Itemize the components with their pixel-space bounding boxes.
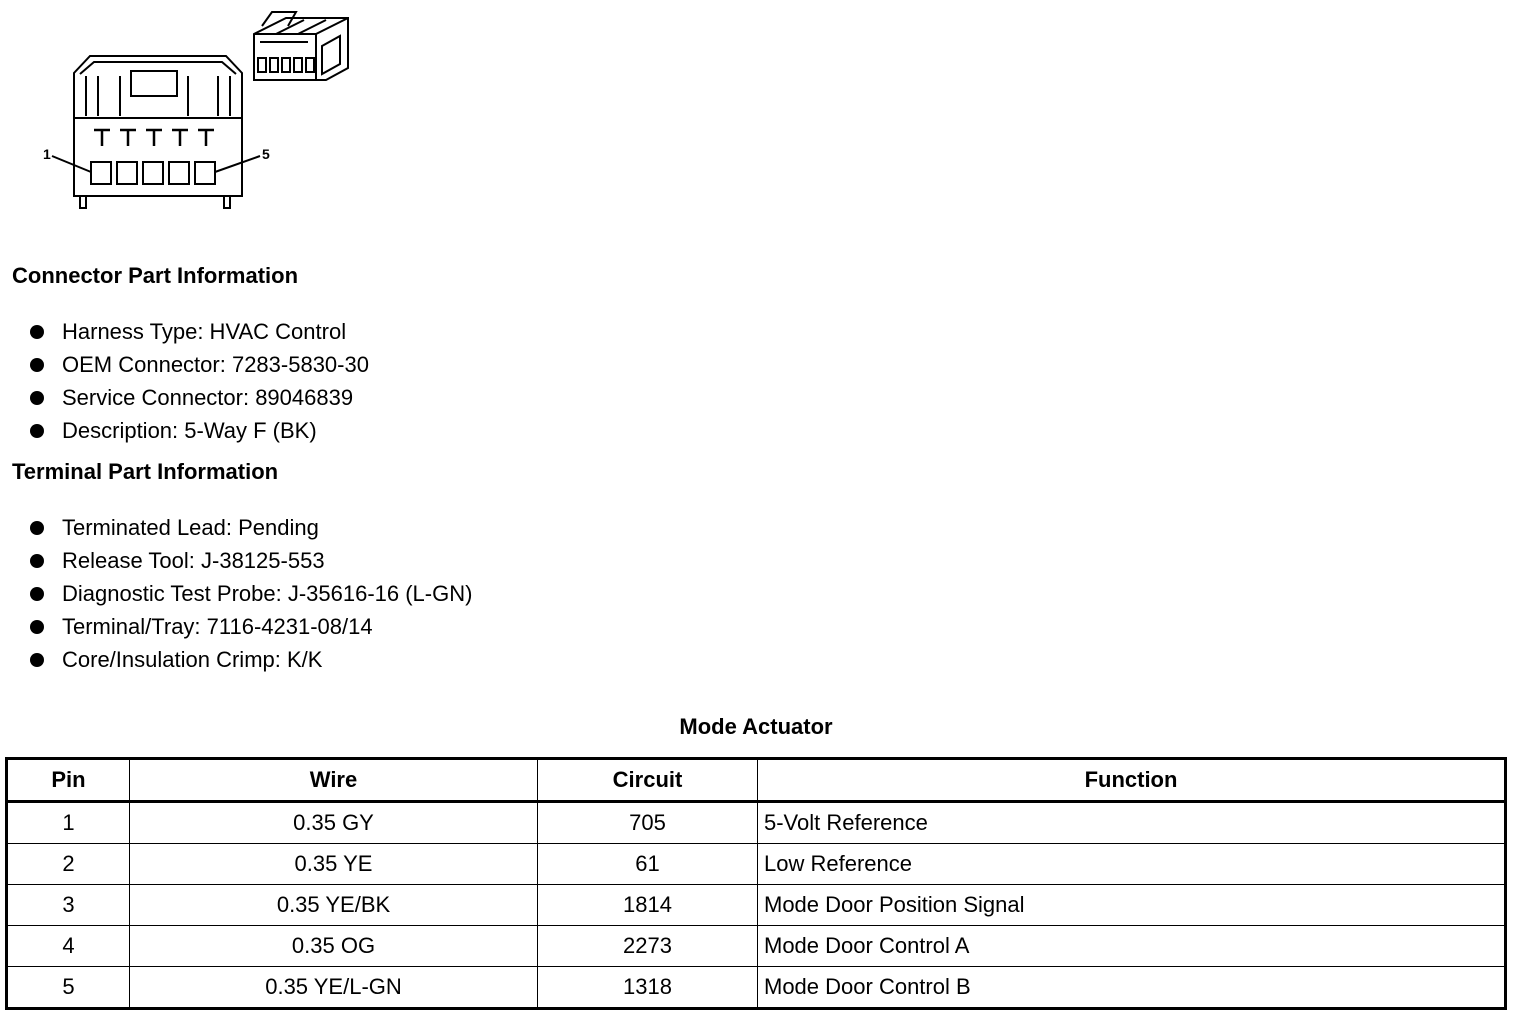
cell-function: Mode Door Position Signal bbox=[758, 885, 1506, 926]
column-header-function: Function bbox=[758, 759, 1506, 802]
bullet-icon bbox=[30, 620, 44, 634]
cell-function: Mode Door Control B bbox=[758, 967, 1506, 1009]
terminal-info-list bbox=[30, 511, 472, 676]
list-item-text: Diagnostic Test Probe: J-35616-16 (L-GN) bbox=[62, 581, 473, 606]
list-item bbox=[30, 381, 369, 414]
connector-face-view bbox=[52, 56, 260, 208]
list-item-text: Release Tool: J-38125-553 bbox=[62, 548, 325, 573]
cell-wire: 0.35 GY bbox=[130, 802, 538, 844]
pin-1-label: 1 bbox=[43, 146, 51, 162]
bullet-icon bbox=[30, 554, 44, 568]
cell-pin: 2 bbox=[7, 844, 130, 885]
cell-function: 5-Volt Reference bbox=[758, 802, 1506, 844]
bullet-icon bbox=[30, 391, 44, 405]
bullet-icon bbox=[30, 424, 44, 438]
cell-circuit: 1318 bbox=[538, 967, 758, 1009]
list-item-text: Terminal/Tray: 7116-4231-08/14 bbox=[62, 614, 373, 639]
list-item bbox=[30, 348, 369, 381]
list-item-text: OEM Connector: 7283-5830-30 bbox=[62, 352, 369, 377]
list-item bbox=[30, 315, 369, 348]
bullet-icon bbox=[30, 521, 44, 535]
cell-wire: 0.35 OG bbox=[130, 926, 538, 967]
cell-circuit: 1814 bbox=[538, 885, 758, 926]
list-item bbox=[30, 643, 472, 676]
table-row bbox=[7, 802, 1506, 844]
list-item bbox=[30, 577, 472, 610]
table-row bbox=[7, 967, 1506, 1009]
table-row bbox=[7, 926, 1506, 967]
list-item-text: Description: 5-Way F (BK) bbox=[62, 418, 317, 443]
cell-pin: 4 bbox=[7, 926, 130, 967]
pin-5-label: 5 bbox=[262, 146, 270, 162]
cell-circuit: 2273 bbox=[538, 926, 758, 967]
bullet-icon bbox=[30, 587, 44, 601]
connector-info-list bbox=[30, 315, 369, 447]
bullet-icon bbox=[30, 358, 44, 372]
cell-function: Low Reference bbox=[758, 844, 1506, 885]
cell-pin: 1 bbox=[7, 802, 130, 844]
cell-pin: 5 bbox=[7, 967, 130, 1009]
cell-wire: 0.35 YE bbox=[130, 844, 538, 885]
list-item-text: Service Connector: 89046839 bbox=[62, 385, 354, 410]
table-header-row bbox=[7, 759, 1506, 802]
column-header-pin: Pin bbox=[7, 759, 130, 802]
cell-circuit: 705 bbox=[538, 802, 758, 844]
cell-wire: 0.35 YE/L-GN bbox=[130, 967, 538, 1009]
terminal-info-heading: Terminal Part Information bbox=[12, 459, 279, 484]
list-item-text: Terminated Lead: Pending bbox=[62, 515, 319, 540]
bullet-icon bbox=[30, 653, 44, 667]
connector-iso-view bbox=[254, 12, 348, 80]
connector-diagram bbox=[36, 6, 366, 216]
connector-info-heading: Connector Part Information bbox=[12, 263, 299, 288]
column-header-circuit: Circuit bbox=[538, 759, 758, 802]
list-item-text: Harness Type: HVAC Control bbox=[62, 319, 347, 344]
list-item bbox=[30, 610, 472, 643]
table-title: Mode Actuator bbox=[679, 714, 833, 739]
list-item-text: Core/Insulation Crimp: K/K bbox=[62, 647, 323, 672]
cell-wire: 0.35 YE/BK bbox=[130, 885, 538, 926]
list-item bbox=[30, 544, 472, 577]
table-row bbox=[7, 885, 1506, 926]
column-header-wire: Wire bbox=[130, 759, 538, 802]
list-item bbox=[30, 511, 472, 544]
pin-table bbox=[5, 757, 1507, 1010]
bullet-icon bbox=[30, 325, 44, 339]
cell-function: Mode Door Control A bbox=[758, 926, 1506, 967]
list-item bbox=[30, 414, 369, 447]
cell-pin: 3 bbox=[7, 885, 130, 926]
table-row bbox=[7, 844, 1506, 885]
cell-circuit: 61 bbox=[538, 844, 758, 885]
